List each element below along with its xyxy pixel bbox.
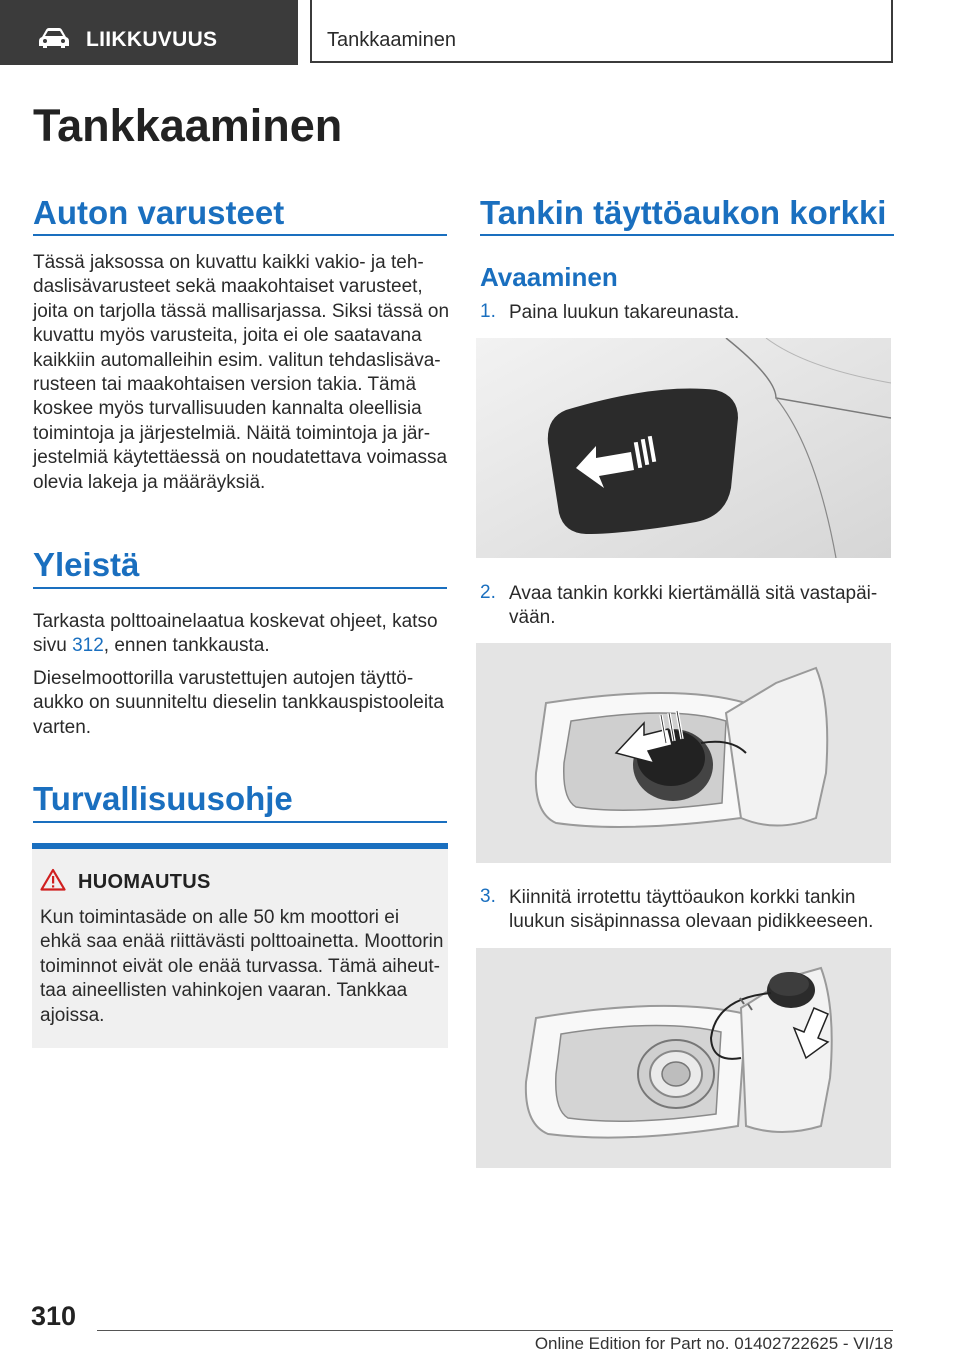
step-line: Kiinnitä irrotettu täyttöaukon korkki tankin (509, 887, 856, 908)
equipment-rule (33, 234, 447, 236)
step-text (509, 582, 899, 631)
chapter-label: Tankkaaminen (327, 29, 456, 51)
figure-unscrew-cap (476, 643, 891, 863)
fuel-cap-heading: Tankin täyttöaukon korkki (480, 194, 887, 231)
figure-cap-in-holder (476, 948, 891, 1168)
paragraph-line: ajoissa. (40, 1004, 105, 1026)
step-line: Avaa tankin korkki kiertämällä sitä vastapäi- (509, 583, 878, 604)
text: sivu (33, 635, 73, 657)
paragraph-line: jestelmiä käytettäessä on noudatettava voimassa (33, 447, 448, 469)
step-number: 2. (480, 582, 496, 603)
paragraph-line: toiminnot eivät ole enää turvassa. Tämä aiheut- (40, 955, 440, 977)
paragraph-line: toimintoja ja järjestelmiä. Näitä toimintoja ja jär- (33, 422, 431, 444)
paragraph-line: Kun toimintasäde on alle 50 km moottori ei (40, 907, 400, 928)
paragraph-line: taa aineellisten vahinkojen vaaran. Tankkaa (40, 980, 408, 1002)
paragraph-line: daslisävarusteet sekä maakohtaiset varusteet, (33, 276, 423, 298)
safety-rule (33, 821, 447, 823)
paragraph-line: Dieselmoottorilla varustettujen autojen täyttö- (33, 668, 414, 689)
warning-title: HUOMAUTUS (78, 871, 211, 893)
step-line: luukun sisäpinnassa olevaan pidikkeeseen. (509, 911, 874, 933)
equipment-paragraph (33, 251, 453, 495)
warning-text (40, 906, 450, 1028)
general-paragraph-2 (33, 667, 453, 740)
paragraph-line: koskee myös turvallisuuden kannalta oleellisia (33, 398, 422, 420)
edition-text: Online Edition for Part no. 01402722625 - VI/18 (534, 1334, 893, 1353)
paragraph-line: kuvattu myös varusteita, joita ei ole saatavana (33, 325, 422, 347)
safety-heading: Turvallisuusohje (33, 780, 293, 817)
paragraph-line: varten. (33, 716, 92, 738)
paragraph-line: rusteen tai maakohtaisen version takia. Tämä (33, 374, 417, 396)
warning-triangle-icon (40, 868, 66, 891)
paragraph-line: ehkä saa enää riittävästi polttoainetta. Moottorin (40, 931, 444, 953)
step-text (509, 301, 899, 325)
paragraph-line: aukko on suunniteltu dieselin tankkauspistooleita (33, 692, 444, 714)
paragraph-line: kaikkiin automalleihin esim. valitun tehdaslisäva- (33, 349, 441, 371)
paragraph-line: Tässä jaksossa on kuvattu kaikki vakio- ja teh- (33, 252, 424, 273)
text: , ennen tankkausta. (103, 635, 270, 657)
general-rule (33, 587, 447, 589)
paragraph-line: Tarkasta polttoainelaatua koskevat ohjeet, katso (33, 611, 438, 632)
footer-rule (97, 1330, 893, 1331)
paragraph-line: joita on tarjolla tässä mallisarjassa. Siksi tässä on (33, 300, 450, 322)
section-label: LIIKKUVUUS (86, 28, 218, 51)
fuel-cap-rule (480, 234, 894, 236)
page-link[interactable]: 312 (72, 635, 104, 657)
step-line: Paina luukun takareunasta. (509, 302, 740, 323)
equipment-heading: Auton varusteet (33, 194, 285, 231)
general-heading: Yleistä (33, 546, 140, 583)
step-line: vään. (509, 607, 556, 629)
step-number: 3. (480, 886, 496, 907)
figure-fuel-flap-closed (476, 338, 891, 558)
opening-subheading: Avaaminen (480, 262, 618, 292)
general-paragraph-1 (33, 610, 453, 659)
step-number: 1. (480, 301, 496, 322)
page-title: Tankkaaminen (33, 100, 343, 151)
paragraph-line: olevia lakeja ja määräyksiä. (33, 471, 266, 493)
page-number: 310 (31, 1301, 77, 1331)
paragraph-line (33, 634, 453, 658)
step-text (509, 886, 899, 935)
car-icon (38, 27, 70, 49)
